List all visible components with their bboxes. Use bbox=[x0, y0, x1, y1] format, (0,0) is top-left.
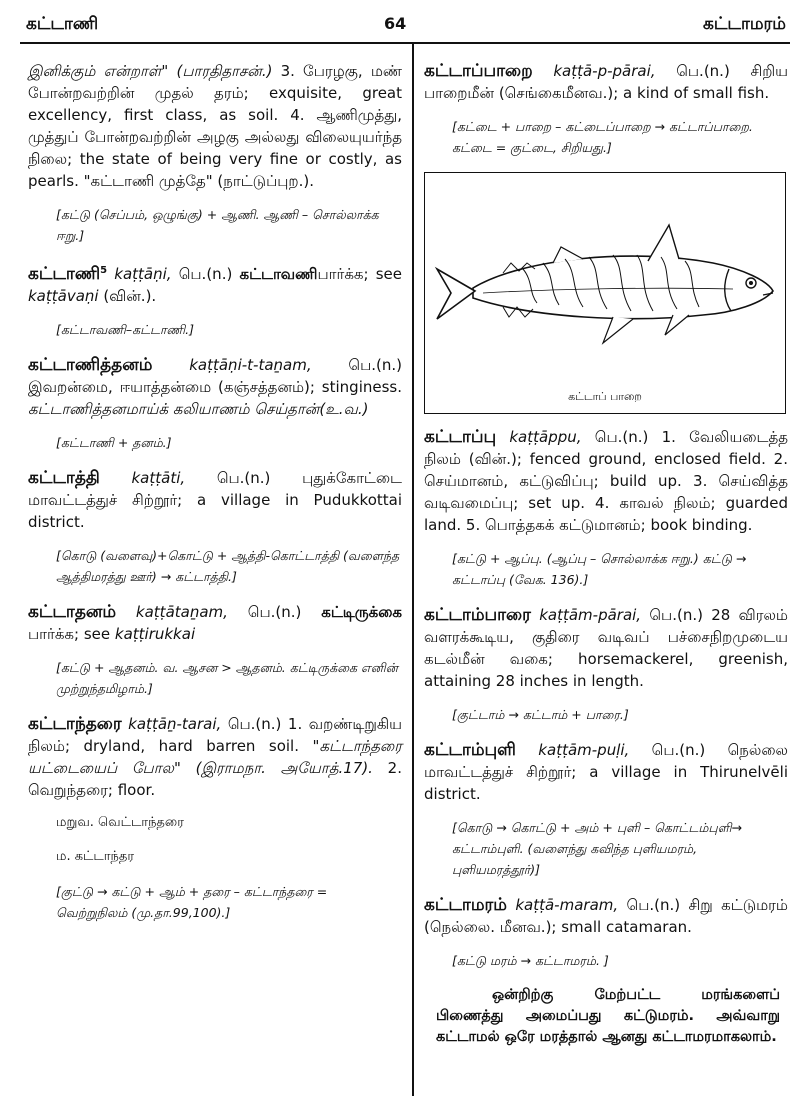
entry-kattatti bbox=[28, 467, 402, 533]
headword: கட்டாப்பு bbox=[424, 427, 497, 447]
headword: கட்டாமரம் bbox=[424, 895, 507, 915]
entry-kattani5 bbox=[28, 260, 402, 307]
transliteration: kaṭṭātaṉam, bbox=[116, 603, 228, 621]
entry-body: பெ.(n.) 1. வேலியடைத்த நிலம் (வின்.); fenced ground, enclosed field. 2. செய்மானம், கட்டுவிப்பு; build up. 3. செய்வித்த வடிவமைப்பு; set up. 4. காவல் நிலம்; guarded land. 5. பொத்தகக் கட்டுமானம்; book binding. bbox=[424, 428, 788, 534]
etymology: [குட்டாம் → கட்டாம் + பாரை.] bbox=[452, 707, 629, 722]
entry-body: பெ.(n.) புதுக்கோட்டை மாவட்டத்துச் சிற்றூர்; a village in Pudukkottai district. bbox=[28, 469, 402, 531]
transliteration: kaṭṭā-maram, bbox=[506, 896, 619, 914]
entry-kattamaram bbox=[424, 894, 788, 938]
entry-continuation bbox=[28, 60, 402, 192]
entry-body: பார்க்க; see bbox=[317, 265, 403, 283]
running-head-left: கட்டாணி bbox=[26, 14, 99, 34]
transliteration: kaṭṭāṇi, bbox=[107, 265, 172, 283]
headword: கட்டாதனம் bbox=[28, 602, 117, 622]
explanatory-note: ஒன்றிற்கு மேற்பட்ட மரங்களைப் பிணைத்து அமைப்பது கட்டுமரம். அவ்வாறு கட்டாமல் ஒரே மரத்தால் ஆனது கட்டாமரமாகலாம். bbox=[436, 987, 780, 1045]
see-transliteration: kaṭṭāvaṇi bbox=[28, 287, 99, 305]
column-divider bbox=[412, 44, 414, 1096]
headword: கட்டாணித்தனம் bbox=[28, 355, 153, 375]
transliteration: kaṭṭām-puḷi, bbox=[515, 741, 630, 759]
page-header bbox=[0, 0, 800, 44]
etymology: [கட்டு + ஆதனம். வ. ஆசன > ஆதனம். கட்டிருக்கை எனின் முற்றுந்தமிழாம்.] bbox=[56, 660, 398, 696]
cross-reference: கட்டாவணி bbox=[239, 265, 318, 283]
usage-example: "கட்டாந்தரை யட்டையைப் போல" (இராமநா. அயோத்.17). bbox=[28, 737, 402, 777]
usage-example: கட்டாணித்தனமாய்க் கலியாணம் செய்தான்(உ.வ.) bbox=[28, 400, 369, 418]
headword: கட்டாந்தரை bbox=[28, 714, 122, 734]
etymology: [கொடு → கொட்டு + அம் + புளி – கொட்டம்புளி→ கட்டாம்புளி. (வளைந்து கவிந்த புளியமரம், புளியமரத்தூர்)] bbox=[452, 820, 742, 877]
cross-reference: கட்டிருக்கை bbox=[321, 603, 402, 621]
entry-body: பெ.(n.) bbox=[227, 603, 322, 621]
entry-body: பெ.(n.) 1. வறண்டிறுகிய நிலம்; dryland, hard barren soil. bbox=[28, 715, 403, 755]
etymology: [கட்டை + பாறை – கட்டைப்பாறை → கட்டாப்பாறை. கட்டை = குட்டை, சிறியது.] bbox=[452, 119, 753, 155]
homonym-number: 5 bbox=[100, 265, 108, 276]
transliteration: kaṭṭāṉ-tarai, bbox=[121, 715, 222, 733]
etymology: [கட்டு + ஆப்பு. (ஆப்பு – சொல்லாக்க ஈறு.) கட்டு → கட்டாப்பு (வேக. 136).] bbox=[452, 551, 747, 587]
transliteration: kaṭṭā-p-pārai, bbox=[532, 62, 656, 80]
right-column bbox=[424, 60, 788, 1048]
entry-kattapparai bbox=[424, 60, 788, 104]
etymology: [கட்டாணி + தனம்.] bbox=[56, 435, 172, 450]
entry-body: பெ.(n.) 28 விரலம் வளரக்கூடிய, குதிரை வடிவப் பச்சைநிறமுடைய கடல்மீன் வகை; horsemackerel, greenish, attaining 28 inches in length. bbox=[424, 606, 788, 690]
fish-illustration bbox=[433, 203, 777, 373]
headword: கட்டாத்தி bbox=[28, 468, 100, 488]
etymology: [குட்டு → கட்டு + ஆம் + தரை – கட்டாந்தரை = வெற்றுநிலம் (மு.தா.99,100).] bbox=[56, 884, 328, 920]
page-number: 64 bbox=[384, 14, 407, 33]
transliteration: kaṭṭāṇi-t-taṉam, bbox=[152, 356, 312, 374]
entry-body: பார்க்க; see bbox=[28, 625, 115, 643]
etymology: [கொடு (வளைவு)+கொட்டு + ஆத்தி-கொட்டாத்தி (வளைந்த ஆத்திமரத்து ஊர்) → கட்டாத்தி.] bbox=[56, 548, 400, 584]
source-label: (வின்.). bbox=[98, 287, 157, 305]
entry-kattampuli bbox=[424, 739, 788, 805]
headword: கட்டாப்பாறை bbox=[424, 61, 533, 81]
grammar-label: பெ.(n.) bbox=[171, 265, 240, 283]
fish-illustration-figure bbox=[424, 172, 786, 414]
transliteration: kaṭṭāppu, bbox=[496, 428, 582, 446]
entry-kattantarai bbox=[28, 713, 402, 801]
header-rule bbox=[20, 42, 790, 44]
etymology: [கட்டு (செப்பம், ஒழுங்கு) + ஆணி. ஆணி – சொல்லாக்க ஈறு.] bbox=[56, 207, 379, 243]
transliteration: kaṭṭām-pārai, bbox=[530, 606, 642, 624]
entry-body: பெ.(n.) சிறிய பாறைமீன் (செங்கைமீனவ.); a kind of small fish. bbox=[424, 62, 788, 102]
entry-kattatanam bbox=[28, 601, 402, 645]
etymology: [கட்டாவணி–கட்டாணி.] bbox=[56, 322, 194, 337]
entry-kattappu bbox=[424, 426, 788, 536]
left-column bbox=[28, 60, 402, 937]
running-head-right: கட்டாமரம் bbox=[703, 14, 786, 34]
see-transliteration: kaṭṭirukkai bbox=[114, 625, 196, 643]
entry-body: 3. பேரழகு, மண் போன்றவற்றின் முதல் தரம்; exquisite, great excellency, first class, as soil. 4. ஆணிமுத்து, முத்துப் போன்றவற்றின் அழகு அல்லது விலையுயர்ந்த நிலை; the state of being very fine or costly, as pearls. "கட்டாணி முத்தே" (நாட்டுப்புற.). bbox=[28, 62, 402, 190]
headword: கட்டாம்புளி bbox=[424, 740, 516, 760]
transliteration: kaṭṭāti, bbox=[99, 469, 186, 487]
headword: கட்டாம்பாரை bbox=[424, 605, 531, 625]
etymology: [கட்டு மரம் → கட்டாமரம். ] bbox=[452, 953, 609, 968]
entry-body: பெ.(n.) இவறன்மை, ஈயாத்தன்மை (கஞ்சத்தனம்); stinginess. bbox=[28, 356, 403, 396]
synonym-note: மறுவ. வெட்டாந்தரை bbox=[56, 815, 184, 830]
entry-body: 2. வெறுந்தரை; floor. bbox=[28, 759, 402, 799]
entry-kattamparai bbox=[424, 604, 788, 692]
quote-text: இனிக்கும் என்றாள்" (பாரதிதாசன்.) bbox=[28, 62, 273, 80]
figure-caption: கட்டாப் பாறை bbox=[568, 390, 642, 403]
entry-body: பெ.(n.) சிறு கட்டுமரம் (நெல்லை. மீனவ.); small catamaran. bbox=[424, 896, 788, 936]
entry-kattanittanam bbox=[28, 354, 402, 420]
cognate-note: ம. கட்டாந்தர bbox=[56, 849, 135, 864]
entry-body: பெ.(n.) நெல்லை மாவட்டத்துச் சிற்றூர்; a village in Thirunelvēli district. bbox=[424, 741, 789, 803]
headword: கட்டாணி bbox=[28, 264, 101, 284]
